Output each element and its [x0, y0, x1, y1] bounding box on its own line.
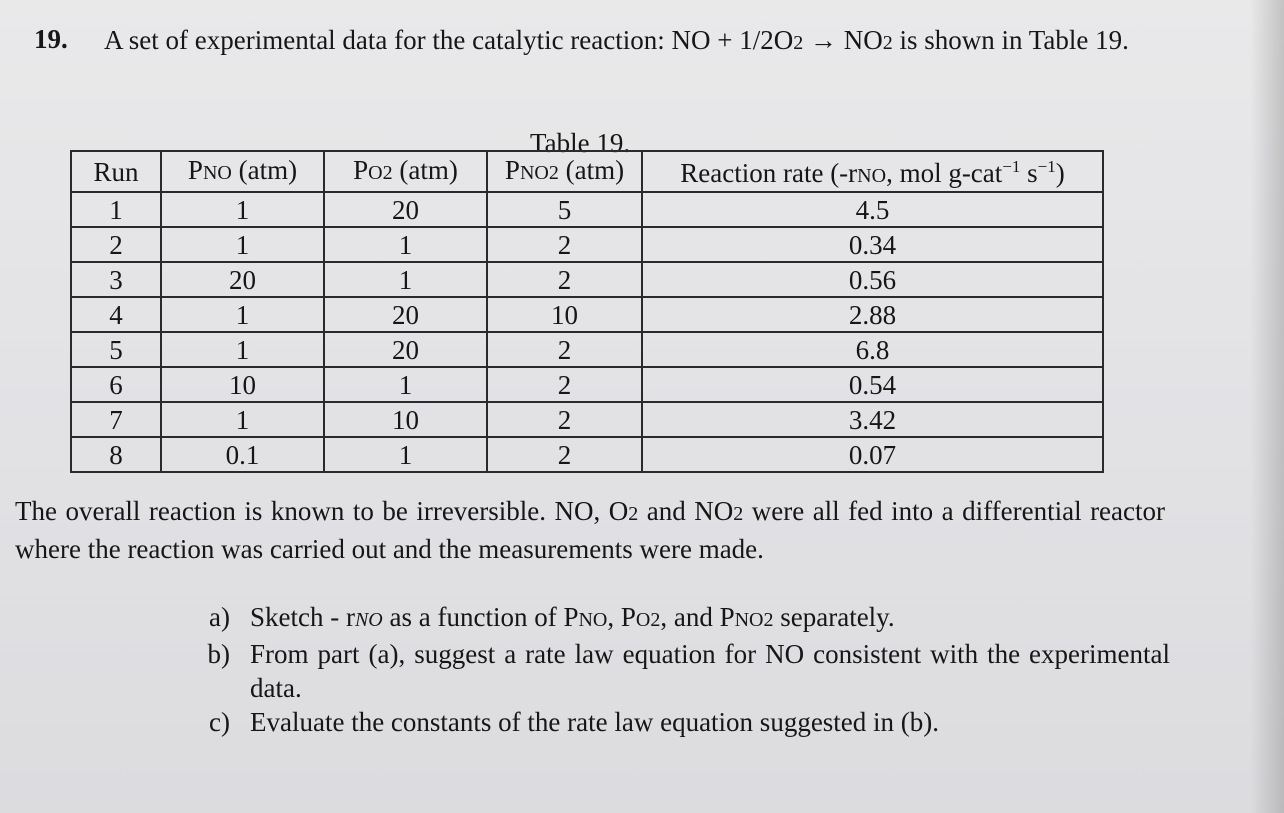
table-row — [71, 367, 1103, 402]
header-po2: PO2 (atm) — [324, 151, 487, 192]
table-header-row — [71, 151, 1103, 192]
part-a-label: a) — [209, 602, 230, 632]
table-row — [71, 437, 1103, 472]
part-a-text: Sketch - rNO as a function of PNO, PO2, and PNO2 separately. — [250, 602, 895, 632]
cell-pno: 0.1 — [161, 437, 324, 472]
cell-po2: 10 — [324, 402, 487, 437]
part-c — [130, 705, 1170, 739]
cell-pno2: 2 — [487, 227, 642, 262]
table-row — [71, 262, 1103, 297]
table-row — [71, 297, 1103, 332]
header-pno: PNO (atm) — [161, 151, 324, 192]
cell-po2: 20 — [324, 332, 487, 367]
table-row — [71, 332, 1103, 367]
cell-pno: 10 — [161, 367, 324, 402]
intro-text-part: is shown in Table 19. — [892, 25, 1129, 55]
cell-po2: 1 — [324, 227, 487, 262]
intro-text-part: A set of experimental data for the catalytic reaction: NO + 1/2O — [104, 25, 794, 55]
part-c-text: Evaluate the constants of the rate law equation suggested in (b). — [250, 707, 940, 737]
header-pno2: PNO2 (atm) — [487, 151, 642, 192]
subscript: 2 — [793, 32, 804, 54]
data-table — [70, 150, 1104, 473]
table-row — [71, 227, 1103, 262]
cell-pno2: 2 — [487, 402, 642, 437]
subscript: 2 — [882, 32, 893, 54]
cell-po2: 1 — [324, 437, 487, 472]
cell-pno: 1 — [161, 297, 324, 332]
cell-pno: 1 — [161, 192, 324, 227]
cell-run: 6 — [71, 367, 161, 402]
part-b-label: b) — [207, 639, 230, 669]
header-rate: Reaction rate (-rNO, mol g-cat$^{-1}$ $s^{-1}$) — [642, 151, 1103, 192]
table-caption: Table 19. — [530, 128, 631, 158]
part-c-label: c) — [209, 707, 230, 737]
cell-pno: 20 — [161, 262, 324, 297]
cell-pno: 1 — [161, 402, 324, 437]
cell-pno2: 2 — [487, 332, 642, 367]
header-run: Run — [71, 151, 161, 192]
cell-pno2: 10 — [487, 297, 642, 332]
cell-pno2: 2 — [487, 367, 642, 402]
cell-po2: 1 — [324, 367, 487, 402]
part-b — [130, 637, 1170, 705]
overall-reaction-paragraph: The overall reaction is known to be irreversible. NO, O2 and NO2 were all fed into a differential reactor where the reaction was carried out and the measurements were made. — [15, 496, 1165, 564]
cell-pno2: 2 — [487, 437, 642, 472]
cell-run: 3 — [71, 262, 161, 297]
cell-run: 4 — [71, 297, 161, 332]
cell-rate: 0.34 — [642, 227, 1103, 262]
cell-run: 7 — [71, 402, 161, 437]
cell-rate: 2.88 — [642, 297, 1103, 332]
question-number: 19. — [34, 24, 68, 54]
cell-run: 1 — [71, 192, 161, 227]
cell-po2: 20 — [324, 192, 487, 227]
cell-run: 8 — [71, 437, 161, 472]
question-parts — [130, 600, 1170, 739]
cell-po2: 1 — [324, 262, 487, 297]
cell-pno2: 5 — [487, 192, 642, 227]
cell-run: 5 — [71, 332, 161, 367]
cell-pno2: 2 — [487, 262, 642, 297]
cell-run: 2 — [71, 227, 161, 262]
cell-rate: 6.8 — [642, 332, 1103, 367]
cell-rate: 3.42 — [642, 402, 1103, 437]
cell-pno: 1 — [161, 332, 324, 367]
intro-text-part: → NO — [803, 25, 883, 55]
cell-rate: 0.54 — [642, 367, 1103, 402]
cell-pno: 1 — [161, 227, 324, 262]
table-row — [71, 402, 1103, 437]
cell-po2: 20 — [324, 297, 487, 332]
table-row — [71, 192, 1103, 227]
page-edge-shadow — [1250, 0, 1284, 813]
cell-rate: 4.5 — [642, 192, 1103, 227]
cell-rate: 0.56 — [642, 262, 1103, 297]
part-b-text: From part (a), suggest a rate law equation for NO consistent with the experimental data. — [250, 639, 1170, 703]
question-intro — [104, 24, 1164, 60]
part-a — [130, 600, 1170, 637]
cell-rate: 0.07 — [642, 437, 1103, 472]
